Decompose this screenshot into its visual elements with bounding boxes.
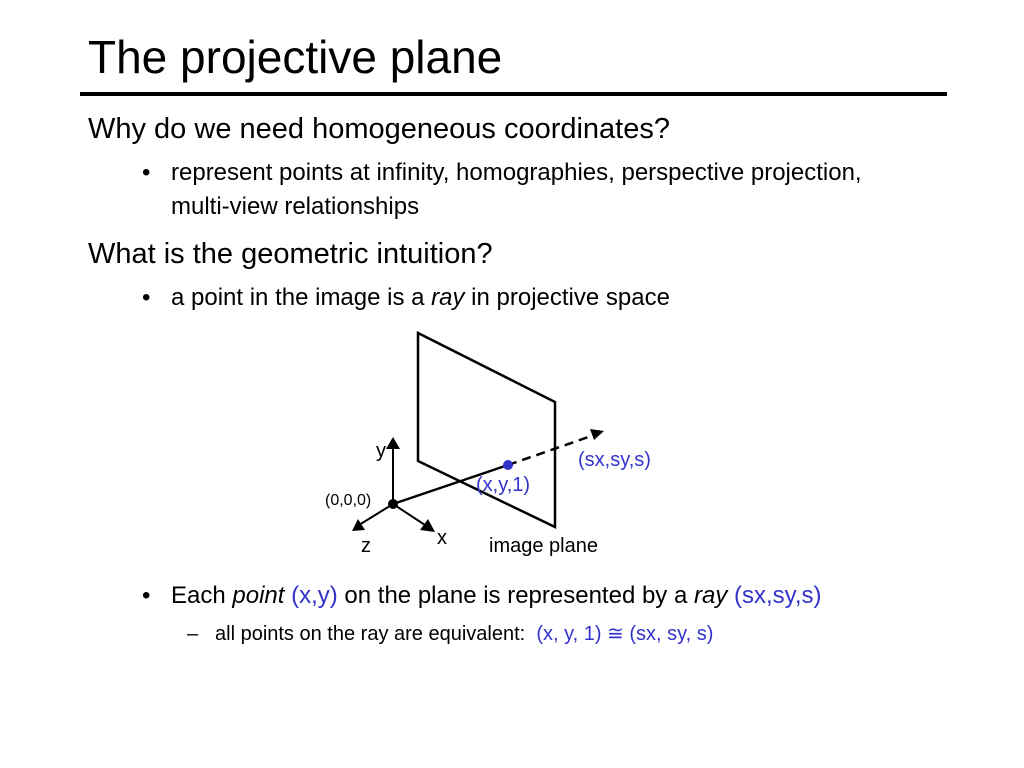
ray-arrowhead: [590, 429, 604, 440]
text-fragment: a point in the image is a: [171, 284, 432, 311]
z-axis-arrowhead: [352, 519, 365, 531]
xy-coords: (x,y): [284, 582, 338, 609]
image-point-dot: [503, 460, 513, 470]
sxsys-coords: (sx,sy,s): [727, 582, 822, 609]
bullet-glyph: •: [142, 582, 151, 609]
dash-glyph: –: [187, 623, 199, 645]
text-fragment: on the plane is represented by a: [337, 582, 694, 609]
image-plane-label: image plane: [489, 535, 598, 557]
ray-emphasis: ray: [431, 284, 465, 311]
y-axis-arrowhead: [386, 437, 400, 449]
z-axis-label: z: [361, 535, 371, 557]
x-axis-arrowhead: [420, 519, 435, 532]
origin-label: (0,0,0): [325, 492, 372, 509]
bullet-each-point-text: [171, 579, 882, 613]
text-fragment: Each: [171, 582, 233, 609]
bullet-each-point: [142, 579, 882, 613]
slide-title: The projective plane: [88, 31, 503, 83]
ray-point-label: (sx,sy,s): [578, 449, 651, 471]
x-axis-label: x: [437, 527, 447, 549]
y-axis-label: y: [376, 440, 386, 462]
text-fragment: in projective space: [464, 284, 670, 311]
equivalence-expression: (x, y, 1) ≅ (sx, sy, s): [536, 623, 714, 645]
bullet-glyph: •: [142, 159, 151, 186]
image-point-label: (x,y,1): [476, 474, 531, 496]
image-plane-shape: [418, 333, 555, 527]
ray-emphasis: ray: [694, 582, 728, 609]
question-intuition: What is the geometric intuition?: [88, 238, 493, 270]
text-fragment: all points on the ray are equivalent:: [215, 623, 537, 645]
point-emphasis: point: [232, 582, 285, 609]
bullet-represent-text: represent points at infinity, homographies, perspective projection, multi-view relationships: [171, 159, 862, 220]
sub-bullet-equivalent-text: [215, 620, 713, 648]
x-axis: [393, 504, 425, 525]
origin-dot: [388, 499, 398, 509]
question-homogeneous: Why do we need homogeneous coordinates?: [88, 113, 670, 145]
bullet-glyph: •: [142, 284, 151, 311]
sub-bullet-equivalent: [187, 620, 713, 648]
